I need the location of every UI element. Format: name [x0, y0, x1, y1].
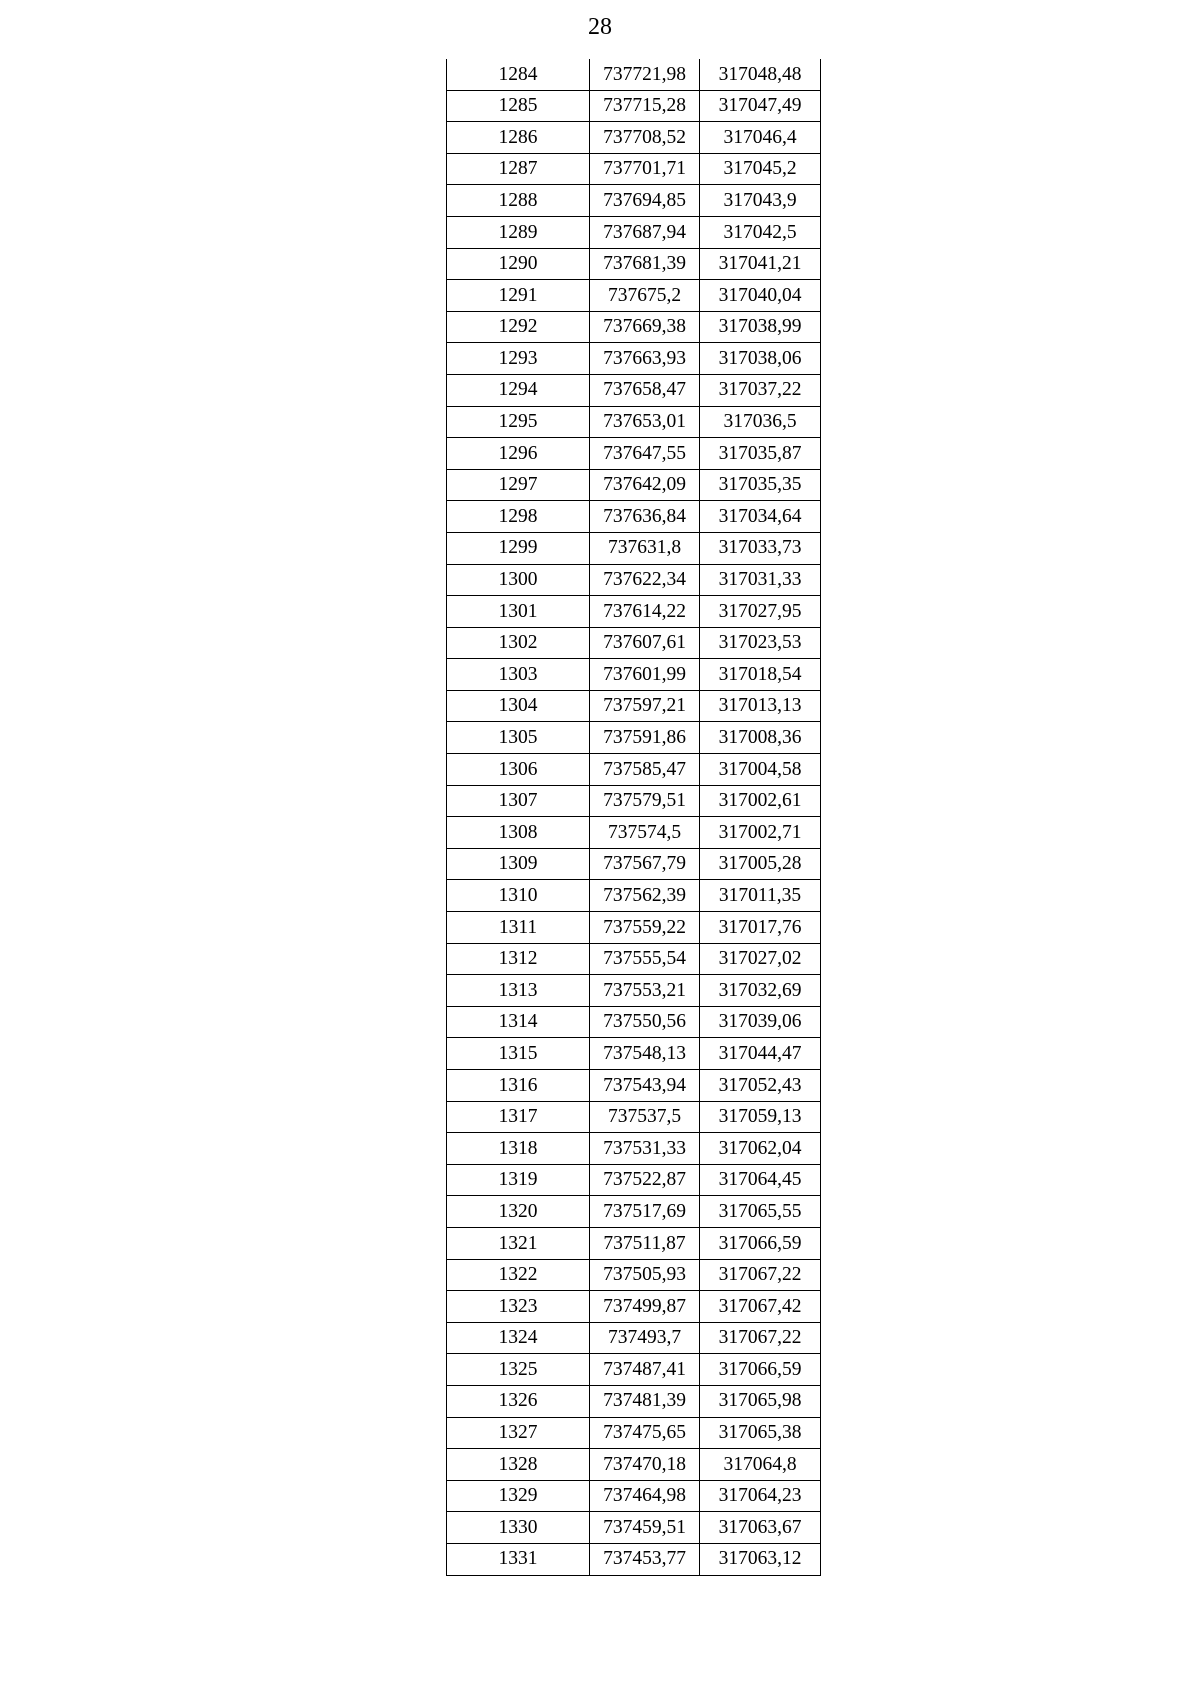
x-coordinate-cell: 737499,87 — [590, 1291, 700, 1323]
table-row — [447, 153, 821, 185]
point-number-cell: 1319 — [447, 1164, 590, 1196]
point-number-cell: 1316 — [447, 1070, 590, 1102]
x-coordinate-cell: 737663,93 — [590, 343, 700, 375]
table-row — [447, 754, 821, 786]
y-coordinate-cell: 317052,43 — [700, 1070, 821, 1102]
x-coordinate-cell: 737548,13 — [590, 1038, 700, 1070]
point-number-cell: 1299 — [447, 532, 590, 564]
point-number-cell: 1330 — [447, 1512, 590, 1544]
y-coordinate-cell: 317013,13 — [700, 690, 821, 722]
point-number-cell: 1324 — [447, 1322, 590, 1354]
y-coordinate-cell: 317034,64 — [700, 501, 821, 533]
x-coordinate-cell: 737470,18 — [590, 1449, 700, 1481]
x-coordinate-cell: 737481,39 — [590, 1385, 700, 1417]
x-coordinate-cell: 737631,8 — [590, 532, 700, 564]
point-number-cell: 1307 — [447, 785, 590, 817]
x-coordinate-cell: 737597,21 — [590, 690, 700, 722]
point-number-cell: 1331 — [447, 1543, 590, 1575]
x-coordinate-cell: 737694,85 — [590, 185, 700, 217]
y-coordinate-cell: 317066,59 — [700, 1227, 821, 1259]
table-row — [447, 1322, 821, 1354]
table-row — [447, 627, 821, 659]
point-number-cell: 1289 — [447, 216, 590, 248]
x-coordinate-cell: 737579,51 — [590, 785, 700, 817]
y-coordinate-cell: 317065,98 — [700, 1385, 821, 1417]
y-coordinate-cell: 317065,55 — [700, 1196, 821, 1228]
point-number-cell: 1317 — [447, 1101, 590, 1133]
point-number-cell: 1293 — [447, 343, 590, 375]
table-row — [447, 659, 821, 691]
point-number-cell: 1327 — [447, 1417, 590, 1449]
y-coordinate-cell: 317038,06 — [700, 343, 821, 375]
point-number-cell: 1313 — [447, 975, 590, 1007]
y-coordinate-cell: 317041,21 — [700, 248, 821, 280]
y-coordinate-cell: 317065,38 — [700, 1417, 821, 1449]
table-row — [447, 216, 821, 248]
x-coordinate-cell: 737511,87 — [590, 1227, 700, 1259]
table-row — [447, 501, 821, 533]
point-number-cell: 1314 — [447, 1006, 590, 1038]
point-number-cell: 1321 — [447, 1227, 590, 1259]
x-coordinate-cell: 737464,98 — [590, 1480, 700, 1512]
table-row — [447, 564, 821, 596]
x-coordinate-cell: 737675,2 — [590, 280, 700, 312]
table-row — [447, 1291, 821, 1323]
y-coordinate-cell: 317002,71 — [700, 817, 821, 849]
point-number-cell: 1292 — [447, 311, 590, 343]
point-number-cell: 1300 — [447, 564, 590, 596]
x-coordinate-cell: 737636,84 — [590, 501, 700, 533]
x-coordinate-cell: 737601,99 — [590, 659, 700, 691]
x-coordinate-cell: 737701,71 — [590, 153, 700, 185]
y-coordinate-cell: 317004,58 — [700, 754, 821, 786]
point-number-cell: 1302 — [447, 627, 590, 659]
point-number-cell: 1301 — [447, 596, 590, 628]
point-number-cell: 1303 — [447, 659, 590, 691]
coordinates-table-body — [447, 59, 821, 1575]
point-number-cell: 1311 — [447, 912, 590, 944]
y-coordinate-cell: 317027,02 — [700, 943, 821, 975]
x-coordinate-cell: 737459,51 — [590, 1512, 700, 1544]
table-row — [447, 1101, 821, 1133]
y-coordinate-cell: 317045,2 — [700, 153, 821, 185]
y-coordinate-cell: 317048,48 — [700, 59, 821, 90]
table-row — [447, 690, 821, 722]
point-number-cell: 1308 — [447, 817, 590, 849]
table-row — [447, 1449, 821, 1481]
y-coordinate-cell: 317005,28 — [700, 848, 821, 880]
table-row — [447, 1354, 821, 1386]
y-coordinate-cell: 317064,8 — [700, 1449, 821, 1481]
x-coordinate-cell: 737559,22 — [590, 912, 700, 944]
table-row — [447, 280, 821, 312]
y-coordinate-cell: 317002,61 — [700, 785, 821, 817]
point-number-cell: 1309 — [447, 848, 590, 880]
point-number-cell: 1329 — [447, 1480, 590, 1512]
y-coordinate-cell: 317064,23 — [700, 1480, 821, 1512]
y-coordinate-cell: 317039,06 — [700, 1006, 821, 1038]
table-row — [447, 1038, 821, 1070]
y-coordinate-cell: 317059,13 — [700, 1101, 821, 1133]
point-number-cell: 1295 — [447, 406, 590, 438]
x-coordinate-cell: 737567,79 — [590, 848, 700, 880]
x-coordinate-cell: 737537,5 — [590, 1101, 700, 1133]
x-coordinate-cell: 737658,47 — [590, 374, 700, 406]
y-coordinate-cell: 317044,47 — [700, 1038, 821, 1070]
point-number-cell: 1305 — [447, 722, 590, 754]
table-row — [447, 90, 821, 122]
y-coordinate-cell: 317062,04 — [700, 1133, 821, 1165]
table-row — [447, 1196, 821, 1228]
table-row — [447, 59, 821, 90]
table-row — [447, 1543, 821, 1575]
point-number-cell: 1323 — [447, 1291, 590, 1323]
y-coordinate-cell: 317008,36 — [700, 722, 821, 754]
x-coordinate-cell: 737681,39 — [590, 248, 700, 280]
table-row — [447, 532, 821, 564]
y-coordinate-cell: 317064,45 — [700, 1164, 821, 1196]
coordinates-table — [446, 59, 821, 1576]
point-number-cell: 1286 — [447, 122, 590, 154]
x-coordinate-cell: 737708,52 — [590, 122, 700, 154]
x-coordinate-cell: 737687,94 — [590, 216, 700, 248]
point-number-cell: 1310 — [447, 880, 590, 912]
point-number-cell: 1284 — [447, 59, 590, 90]
x-coordinate-cell: 737487,41 — [590, 1354, 700, 1386]
x-coordinate-cell: 737543,94 — [590, 1070, 700, 1102]
point-number-cell: 1328 — [447, 1449, 590, 1481]
table-row — [447, 943, 821, 975]
point-number-cell: 1297 — [447, 469, 590, 501]
table-row — [447, 406, 821, 438]
point-number-cell: 1294 — [447, 374, 590, 406]
point-number-cell: 1318 — [447, 1133, 590, 1165]
x-coordinate-cell: 737550,56 — [590, 1006, 700, 1038]
x-coordinate-cell: 737669,38 — [590, 311, 700, 343]
point-number-cell: 1296 — [447, 438, 590, 470]
x-coordinate-cell: 737453,77 — [590, 1543, 700, 1575]
table-row — [447, 817, 821, 849]
table-row — [447, 1480, 821, 1512]
x-coordinate-cell: 737574,5 — [590, 817, 700, 849]
x-coordinate-cell: 737715,28 — [590, 90, 700, 122]
table-row — [447, 912, 821, 944]
x-coordinate-cell: 737522,87 — [590, 1164, 700, 1196]
y-coordinate-cell: 317017,76 — [700, 912, 821, 944]
table-row — [447, 1385, 821, 1417]
x-coordinate-cell: 737475,65 — [590, 1417, 700, 1449]
x-coordinate-cell: 737622,34 — [590, 564, 700, 596]
x-coordinate-cell: 737517,69 — [590, 1196, 700, 1228]
x-coordinate-cell: 737591,86 — [590, 722, 700, 754]
x-coordinate-cell: 737653,01 — [590, 406, 700, 438]
x-coordinate-cell: 737555,54 — [590, 943, 700, 975]
table-row — [447, 1417, 821, 1449]
y-coordinate-cell: 317066,59 — [700, 1354, 821, 1386]
point-number-cell: 1306 — [447, 754, 590, 786]
table-row — [447, 469, 821, 501]
table-row — [447, 722, 821, 754]
x-coordinate-cell: 737647,55 — [590, 438, 700, 470]
y-coordinate-cell: 317035,35 — [700, 469, 821, 501]
y-coordinate-cell: 317067,42 — [700, 1291, 821, 1323]
y-coordinate-cell: 317063,67 — [700, 1512, 821, 1544]
x-coordinate-cell: 737493,7 — [590, 1322, 700, 1354]
table-row — [447, 1259, 821, 1291]
y-coordinate-cell: 317018,54 — [700, 659, 821, 691]
table-row — [447, 374, 821, 406]
y-coordinate-cell: 317035,87 — [700, 438, 821, 470]
x-coordinate-cell: 737721,98 — [590, 59, 700, 90]
point-number-cell: 1320 — [447, 1196, 590, 1228]
y-coordinate-cell: 317067,22 — [700, 1322, 821, 1354]
y-coordinate-cell: 317046,4 — [700, 122, 821, 154]
table-row — [447, 311, 821, 343]
y-coordinate-cell: 317047,49 — [700, 90, 821, 122]
y-coordinate-cell: 317063,12 — [700, 1543, 821, 1575]
point-number-cell: 1291 — [447, 280, 590, 312]
y-coordinate-cell: 317036,5 — [700, 406, 821, 438]
x-coordinate-cell: 737562,39 — [590, 880, 700, 912]
point-number-cell: 1288 — [447, 185, 590, 217]
table-row — [447, 438, 821, 470]
x-coordinate-cell: 737585,47 — [590, 754, 700, 786]
table-row — [447, 880, 821, 912]
table-row — [447, 848, 821, 880]
page-number: 28 — [588, 14, 612, 40]
table-row — [447, 975, 821, 1007]
table-row — [447, 343, 821, 375]
point-number-cell: 1285 — [447, 90, 590, 122]
x-coordinate-cell: 737553,21 — [590, 975, 700, 1007]
y-coordinate-cell: 317031,33 — [700, 564, 821, 596]
y-coordinate-cell: 317042,5 — [700, 216, 821, 248]
table-row — [447, 122, 821, 154]
table-row — [447, 1512, 821, 1544]
x-coordinate-cell: 737531,33 — [590, 1133, 700, 1165]
y-coordinate-cell: 317040,04 — [700, 280, 821, 312]
table-row — [447, 185, 821, 217]
y-coordinate-cell: 317027,95 — [700, 596, 821, 628]
point-number-cell: 1326 — [447, 1385, 590, 1417]
table-row — [447, 1164, 821, 1196]
x-coordinate-cell: 737614,22 — [590, 596, 700, 628]
table-row — [447, 1006, 821, 1038]
y-coordinate-cell: 317043,9 — [700, 185, 821, 217]
table-row — [447, 596, 821, 628]
x-coordinate-cell: 737505,93 — [590, 1259, 700, 1291]
table-row — [447, 1227, 821, 1259]
point-number-cell: 1315 — [447, 1038, 590, 1070]
y-coordinate-cell: 317067,22 — [700, 1259, 821, 1291]
table-row — [447, 1133, 821, 1165]
point-number-cell: 1312 — [447, 943, 590, 975]
table-row — [447, 1070, 821, 1102]
table-row — [447, 785, 821, 817]
table-row — [447, 248, 821, 280]
y-coordinate-cell: 317023,53 — [700, 627, 821, 659]
x-coordinate-cell: 737607,61 — [590, 627, 700, 659]
point-number-cell: 1322 — [447, 1259, 590, 1291]
point-number-cell: 1298 — [447, 501, 590, 533]
x-coordinate-cell: 737642,09 — [590, 469, 700, 501]
point-number-cell: 1287 — [447, 153, 590, 185]
point-number-cell: 1304 — [447, 690, 590, 722]
y-coordinate-cell: 317033,73 — [700, 532, 821, 564]
y-coordinate-cell: 317032,69 — [700, 975, 821, 1007]
point-number-cell: 1325 — [447, 1354, 590, 1386]
point-number-cell: 1290 — [447, 248, 590, 280]
y-coordinate-cell: 317037,22 — [700, 374, 821, 406]
y-coordinate-cell: 317038,99 — [700, 311, 821, 343]
y-coordinate-cell: 317011,35 — [700, 880, 821, 912]
